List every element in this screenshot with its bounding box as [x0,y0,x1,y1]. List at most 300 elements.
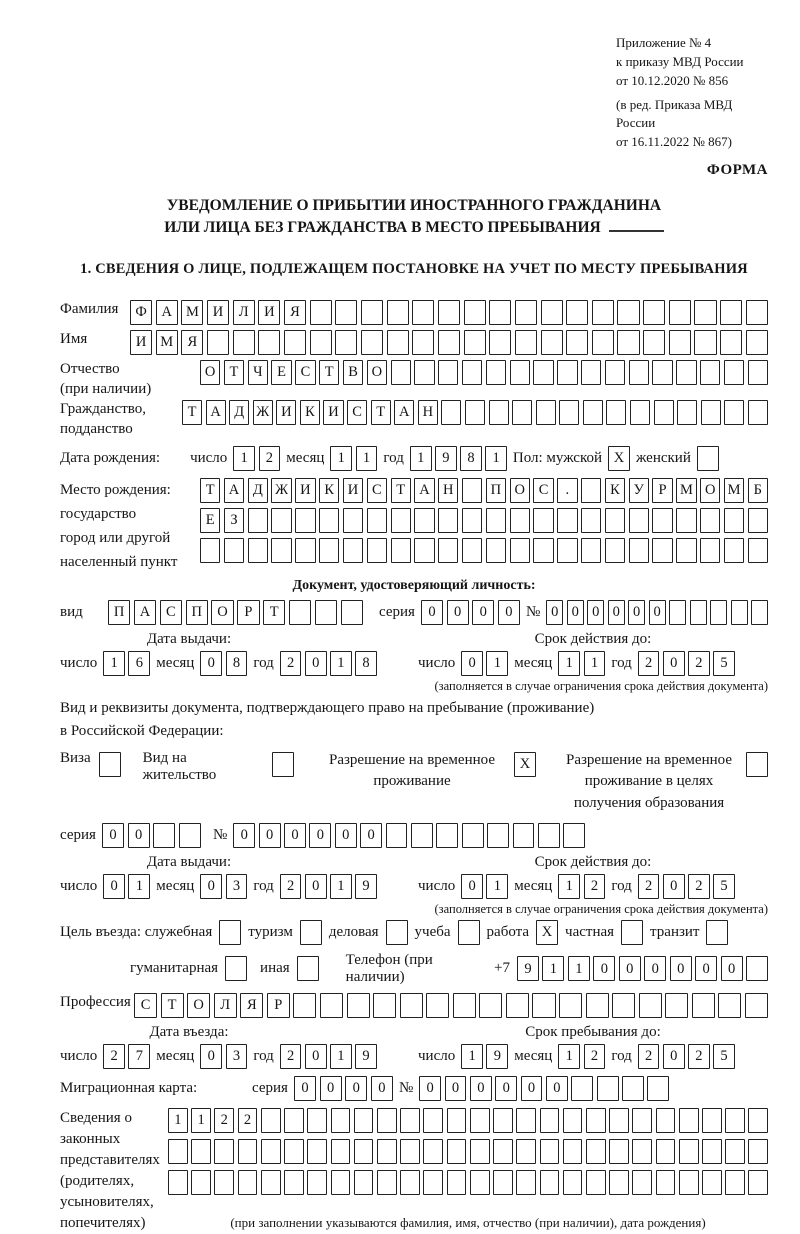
char-box: 0 [619,956,641,981]
stay-until-heading: Срок пребывания до: [525,1023,661,1040]
char-box: 3 [226,874,248,899]
permit-series-row [60,823,768,848]
char-box [609,1139,629,1164]
char-box [725,1108,745,1133]
char-box: К [319,478,339,503]
char-box [748,360,768,385]
char-box [652,538,672,563]
char-box: И [276,400,296,425]
firstname-field[interactable] [130,330,768,355]
char-box [423,1170,443,1195]
char-box: 1 [233,446,255,471]
char-box [347,993,370,1018]
char-box: 0 [472,600,494,625]
char-box [629,538,649,563]
entry-day-field[interactable] [103,1044,150,1069]
birthplace-line3-field[interactable] [200,538,768,563]
doc-kind-row [60,600,768,625]
char-box [400,993,423,1018]
char-box [629,360,649,385]
representatives-row [60,1108,768,1234]
migration-card-label: Миграционная карта: [60,1079,198,1096]
entry-year-field[interactable] [280,1044,377,1069]
char-box: 1 [330,1044,352,1069]
char-box: 0 [128,823,150,848]
representatives-label: Сведения о законных представителях (родителях, усыновителях, попечителях) [60,1109,160,1231]
char-box [361,300,383,325]
birthplace-line2-field[interactable] [200,508,768,533]
char-box [462,360,482,385]
char-box: О [510,478,530,503]
char-box: И [130,330,152,355]
char-box [536,400,556,425]
char-box: 1 [558,1044,580,1069]
char-box [315,600,337,625]
char-box [453,993,476,1018]
char-box [639,993,662,1018]
temp-residence-edu-checkbox[interactable] [746,752,768,777]
doc-issue-year-field[interactable] [280,651,377,676]
char-box [533,360,553,385]
char-box: 0 [345,1076,367,1101]
form-word: ФОРМА [706,162,768,179]
char-box: 6 [128,651,150,676]
char-box [586,1170,606,1195]
char-box [341,600,363,625]
char-box [489,330,511,355]
char-box [540,1108,560,1133]
char-box [465,400,485,425]
sex-female-label: женский [636,450,691,467]
purpose-private-checkbox[interactable] [621,920,643,945]
char-box [411,823,433,848]
char-box: О [700,478,720,503]
char-box [295,538,315,563]
char-box: 0 [470,1076,492,1101]
char-box [367,538,387,563]
char-box: Л [214,993,237,1018]
char-box: Н [418,400,438,425]
char-box: А [394,400,414,425]
char-box: 0 [445,1076,467,1101]
char-box: 2 [584,1044,606,1069]
char-box [706,920,728,945]
migration-card-row [60,1076,768,1101]
surname-row [60,300,768,325]
char-box [586,1139,606,1164]
char-box [515,300,537,325]
char-box [438,508,458,533]
phone-label: Телефон (при наличии) [345,951,433,985]
char-box [354,1139,374,1164]
purpose-official-checkbox[interactable] [219,920,241,945]
char-box [538,823,560,848]
char-box [557,360,577,385]
char-box: 0 [305,874,327,899]
char-box: П [108,600,130,625]
char-box: Р [237,600,259,625]
char-box: 0 [200,874,222,899]
char-box [307,1139,327,1164]
char-box [676,508,696,533]
char-box [702,1170,722,1195]
char-box [438,330,460,355]
char-box: О [200,360,220,385]
char-box [168,1139,188,1164]
char-box: Р [652,478,672,503]
char-box: Т [371,400,391,425]
permit-kinds-row [60,750,768,815]
char-box [679,1108,699,1133]
char-box: 0 [663,874,685,899]
char-box: С [295,360,315,385]
char-box [367,508,387,533]
char-box: Т [200,478,220,503]
entry-purpose-row [60,920,768,945]
purpose-humanitarian-checkbox[interactable] [225,956,247,981]
doc-issue-month-field[interactable] [200,651,247,676]
char-box: X [536,920,558,945]
char-box [447,1170,467,1195]
permit-expiry-note: (заполняется в случае ограничения срока действия документа) [434,901,768,916]
char-box [361,330,383,355]
char-box: 5 [713,874,735,899]
visa-label: Виза [60,749,91,766]
purpose-work-checkbox[interactable] [536,920,558,945]
char-box [479,993,502,1018]
char-box [486,360,506,385]
char-box [700,360,720,385]
char-box: X [608,446,630,471]
char-box [191,1139,211,1164]
page-number-blank [609,229,664,232]
residence-permit-label: Вид на жительство [142,749,217,783]
char-box [214,1170,234,1195]
char-box: Ж [271,478,291,503]
profession-field[interactable] [134,993,768,1018]
permit-issue-day-field[interactable] [103,874,150,899]
char-box [464,330,486,355]
citizenship-field[interactable] [182,400,768,425]
char-box: Т [319,360,339,385]
order-line: к приказу МВД России [616,53,744,69]
char-box: Т [391,478,411,503]
visa-checkbox[interactable] [99,752,121,777]
char-box [643,300,665,325]
purpose-study-checkbox[interactable] [458,920,480,945]
representatives-line1-field[interactable] [168,1108,768,1133]
char-box [400,1108,420,1133]
day-label: число [418,655,456,672]
purpose-business-checkbox[interactable] [386,920,408,945]
char-box [563,1170,583,1195]
char-box [438,300,460,325]
char-box [489,400,509,425]
firstname-label: Имя [60,331,88,348]
char-box: 1 [191,1108,211,1133]
char-box: 0 [102,823,124,848]
char-box [512,400,532,425]
char-box [516,1170,536,1195]
doc-kind-field[interactable] [108,600,363,625]
char-box: Я [181,330,203,355]
char-box [746,330,768,355]
birth-year-field[interactable] [410,446,507,471]
char-box [718,993,741,1018]
surname-field[interactable] [130,300,768,325]
char-box: 0 [371,1076,393,1101]
char-box [331,1139,351,1164]
patronymic-field[interactable] [200,360,768,385]
char-box [731,600,748,625]
doc-issue-day-field[interactable] [103,651,150,676]
char-box: 0 [294,1076,316,1101]
representatives-note: (при заполнении указываются фамилия, имя, отчество (при наличии), дата рождения) [230,1214,706,1230]
month-label: месяц [286,450,325,467]
char-box [581,538,601,563]
char-box: К [300,400,320,425]
birth-month-field[interactable] [330,446,377,471]
char-box: Л [233,300,255,325]
char-box [629,508,649,533]
entry-date-heading: Дата въезда: [149,1023,229,1040]
char-box [289,600,311,625]
purpose-business-label: деловая [328,923,379,940]
sex-male-checkbox[interactable] [608,446,630,471]
char-box [423,1139,443,1164]
year-label: год [253,877,274,894]
char-box [200,538,220,563]
char-box: . [557,478,577,503]
entry-month-field[interactable] [200,1044,247,1069]
char-box: 5 [713,1044,735,1069]
char-box [510,538,530,563]
month-label: месяц [514,655,553,672]
order-reference [616,34,768,152]
char-box [609,1108,629,1133]
month-label: месяц [514,1047,553,1064]
char-box [423,1108,443,1133]
char-box [541,330,563,355]
char-box: 0 [644,956,666,981]
char-box [354,1170,374,1195]
char-box [414,360,434,385]
permit-number-field[interactable] [233,823,585,848]
permit-issue-month-field[interactable] [200,874,247,899]
char-box [464,300,486,325]
citizenship-row [60,400,768,439]
char-box [647,1076,669,1101]
stay-year-field[interactable] [638,1044,735,1069]
doc-series-field[interactable] [421,600,520,625]
char-box [622,1076,644,1101]
char-box [748,508,768,533]
mig-number-field[interactable] [419,1076,669,1101]
day-label: число [60,655,98,672]
char-box [307,1170,327,1195]
char-box [632,1139,652,1164]
char-box: И [323,400,343,425]
char-box: 0 [663,1044,685,1069]
char-box [493,1170,513,1195]
char-box [271,508,291,533]
char-box: 0 [628,600,645,625]
char-box [516,1139,536,1164]
char-box [261,1170,281,1195]
permit-issue-year-field[interactable] [280,874,377,899]
char-box [583,400,603,425]
phone-prefix: +7 [494,960,510,977]
char-box [438,360,458,385]
stay-month-field[interactable] [558,1044,605,1069]
char-box [566,330,588,355]
purpose-tourism-checkbox[interactable] [300,920,322,945]
char-box [748,538,768,563]
char-box [386,920,408,945]
char-box: 1 [103,651,125,676]
doc-expiry-note: (заполняется в случае ограничения срока действия документа) [434,679,768,694]
char-box [679,1139,699,1164]
char-box [581,360,601,385]
char-box: И [258,300,280,325]
char-box: Е [271,360,291,385]
char-box [506,993,529,1018]
doc-expiry-month-field[interactable] [558,651,605,676]
char-box [516,1108,536,1133]
char-box: Ж [253,400,273,425]
char-box [343,538,363,563]
day-label: число [60,1047,98,1064]
char-box: 2 [638,874,660,899]
char-box: 0 [695,956,717,981]
char-box [676,360,696,385]
form-title-line1: УВЕДОМЛЕНИЕ О ПРИБЫТИИ ИНОСТРАННОГО ГРАЖДАНИНА [166,197,662,215]
char-box [701,400,721,425]
patronymic-label: Отчество (при наличии) [60,361,152,397]
char-box: 0 [284,823,306,848]
birth-day-field[interactable] [233,446,280,471]
permit-expiry-month-field[interactable] [558,874,605,899]
char-box: 1 [168,1108,188,1133]
char-box [510,508,530,533]
char-box [720,300,742,325]
char-box: А [156,300,178,325]
residence-permit-checkbox[interactable] [272,752,294,777]
permit-expiry-year-field[interactable] [638,874,735,899]
char-box [656,1108,676,1133]
purpose-tourism-label: туризм [248,923,293,940]
char-box: 2 [259,446,281,471]
char-box [462,508,482,533]
char-box [233,330,255,355]
char-box: М [676,478,696,503]
char-box [533,538,553,563]
char-box: О [211,600,233,625]
char-box: 0 [670,956,692,981]
char-box: 1 [330,446,352,471]
char-box [377,1108,397,1133]
char-box [557,538,577,563]
char-box: А [414,478,434,503]
birthdate-label: Дата рождения: [60,450,161,467]
char-box: Т [182,400,202,425]
birthplace-row [60,478,768,574]
permit-series-field[interactable] [102,823,201,848]
doc-expiry-year-field[interactable] [638,651,735,676]
char-box [391,508,411,533]
char-box: Ч [248,360,268,385]
char-box [566,300,588,325]
phone-field[interactable] [517,956,768,981]
patronymic-row [60,360,768,399]
char-box [533,508,553,533]
mig-series-field[interactable] [294,1076,393,1101]
doc-number-field[interactable] [546,600,768,625]
permit-dates-block [60,854,768,917]
permit-expiry-day-field[interactable] [461,874,508,899]
char-box: 2 [214,1108,234,1133]
birthplace-line1-field[interactable] [200,478,768,503]
char-box: 9 [355,874,377,899]
char-box [605,508,625,533]
char-box: М [156,330,178,355]
doc-expiry-day-field[interactable] [461,651,508,676]
char-box: 2 [688,651,710,676]
temp-residence-checkbox[interactable] [514,752,536,777]
purpose-work-label: работа [486,923,530,940]
char-box: 0 [103,874,125,899]
month-label: месяц [156,655,195,672]
char-box [559,993,582,1018]
purpose-transit-checkbox[interactable] [706,920,728,945]
char-box [458,920,480,945]
char-box: С [134,993,157,1018]
char-box [581,478,601,503]
char-box: А [224,478,244,503]
char-box [677,400,697,425]
char-box [605,360,625,385]
representatives-line2-field[interactable] [168,1139,768,1164]
appendix-line: Приложение № 4 [616,35,712,50]
surname-label: Фамилия [60,301,119,318]
char-box [605,538,625,563]
char-box [700,508,720,533]
char-box: И [295,478,315,503]
char-box [586,1108,606,1133]
mig-number-label: № [398,1079,414,1096]
purpose-other-checkbox[interactable] [297,956,319,981]
birthdate-row [60,446,768,471]
representatives-line3-field[interactable] [168,1170,768,1195]
day-label: число [418,877,456,894]
char-box [387,330,409,355]
doc-series-label: серия [379,604,415,621]
char-box: 8 [355,651,377,676]
char-box [284,1170,304,1195]
char-box [331,1108,351,1133]
char-box [400,1139,420,1164]
char-box [319,508,339,533]
char-box [224,538,244,563]
sex-female-checkbox[interactable] [697,446,719,471]
stay-day-field[interactable] [461,1044,508,1069]
char-box: Т [161,993,184,1018]
order-date-line: от 10.12.2020 № 856 [616,72,729,88]
char-box [470,1139,490,1164]
purpose-private-label: частная [565,923,615,940]
char-box: 1 [568,956,590,981]
char-box [612,993,635,1018]
